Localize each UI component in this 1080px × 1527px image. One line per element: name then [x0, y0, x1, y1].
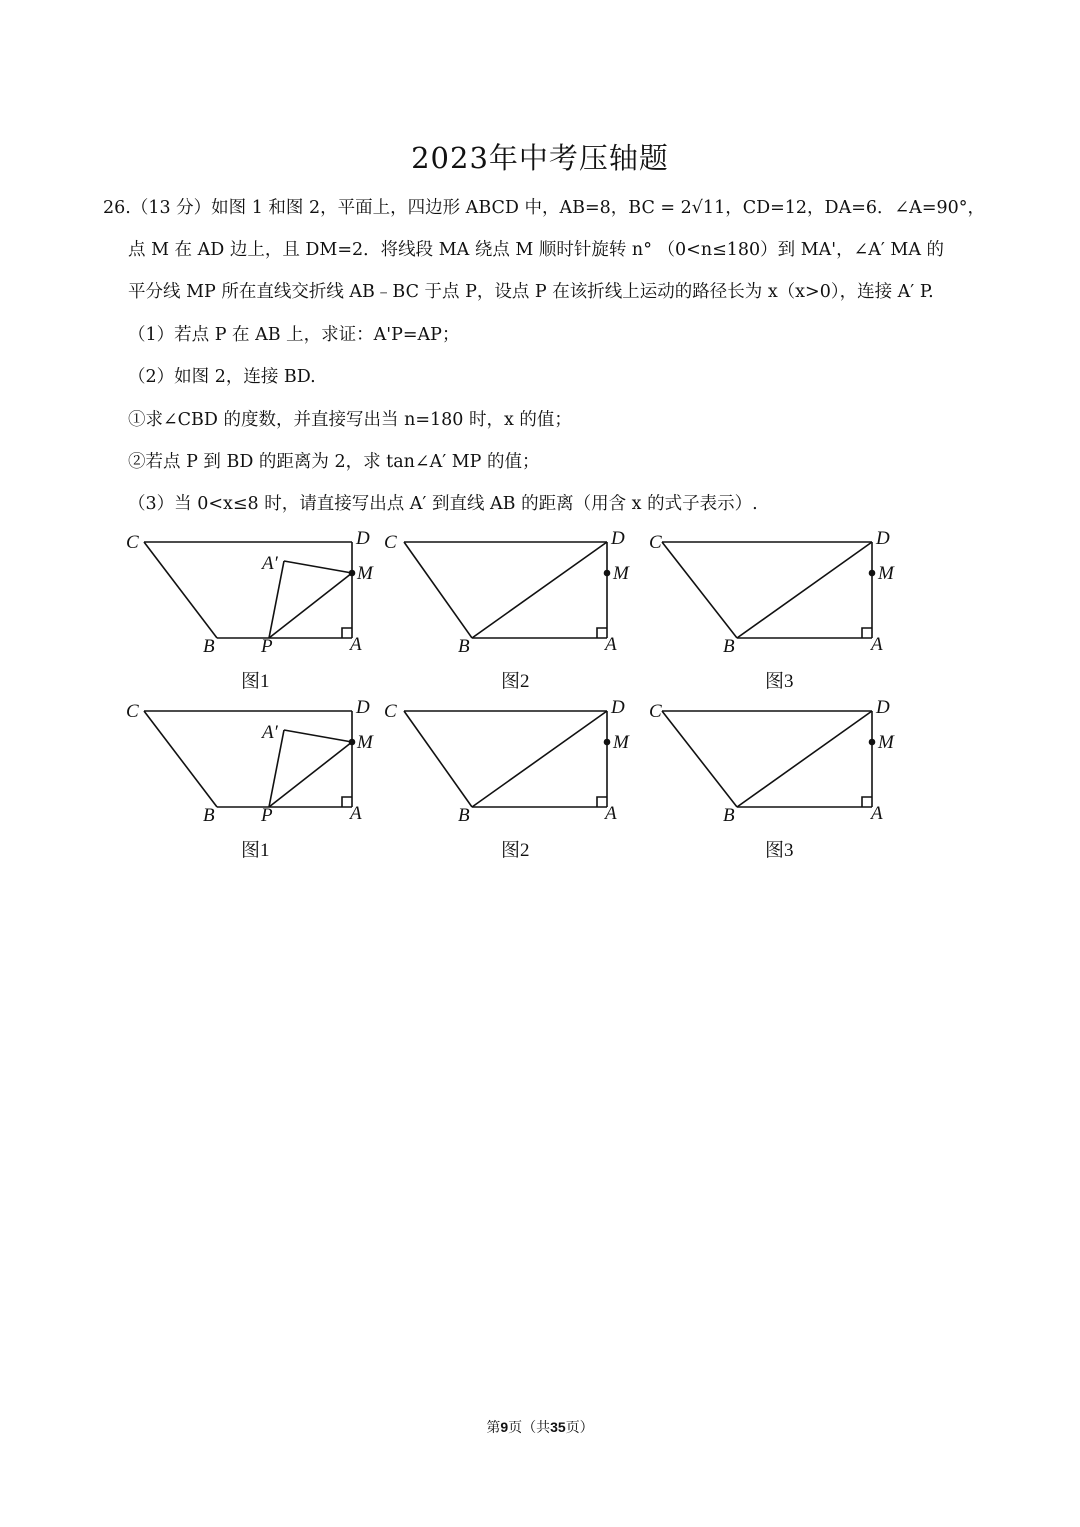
label-a: A	[350, 634, 362, 655]
figure-3	[662, 711, 875, 807]
page-title: 2023年中考压轴题	[411, 141, 669, 175]
figure-1	[144, 542, 355, 638]
label-b: B	[723, 805, 735, 824]
figures-svg-2	[120, 694, 920, 824]
question-1: （1）若点 P 在 AB 上，求证：A'P=AP；	[128, 325, 460, 345]
label-b: B	[203, 636, 215, 655]
caption-fig3: 图3	[765, 671, 794, 692]
label-d: D	[356, 697, 370, 718]
page-footer	[0, 1417, 1080, 1437]
question-2a: ①求∠CBD 的度数，并直接写出当 n=180 时，x 的值；	[128, 410, 572, 430]
figure-row-2	[120, 694, 920, 864]
label-m: M	[878, 732, 894, 753]
label-a-prime: A′	[262, 722, 278, 743]
question-2b: ②若点 P 到 BD 的距离为 2，求 tan∠A′ MP 的值；	[128, 452, 540, 472]
segment-pm	[269, 573, 352, 638]
label-b: B	[458, 636, 470, 655]
question-3: （3）当 0<x≤8 时，请直接写出点 A′ 到直线 AB 的距离（用含 x 的式子表示）.	[128, 494, 758, 514]
label-a-prime: A′	[262, 553, 278, 574]
footer-suffix: 页）	[565, 1420, 594, 1436]
caption-fig3: 图3	[765, 840, 794, 861]
footer-page-number: 9	[500, 1419, 509, 1435]
label-c: C	[126, 532, 139, 553]
figure-2	[404, 542, 610, 638]
label-b: B	[458, 805, 470, 824]
question-2: （2）如图 2，连接 BD.	[128, 367, 316, 387]
figures-svg-1	[120, 525, 920, 655]
point-m	[349, 570, 356, 577]
label-d: D	[611, 697, 625, 718]
label-c: C	[649, 532, 662, 553]
label-m: M	[357, 563, 373, 584]
footer-mid: 页（共	[508, 1420, 551, 1436]
label-d: D	[611, 528, 625, 549]
label-b: B	[203, 805, 215, 824]
label-d: D	[356, 528, 370, 549]
figure-3	[662, 542, 875, 638]
label-p: P	[261, 805, 273, 824]
label-m: M	[357, 732, 373, 753]
label-a: A	[871, 634, 883, 655]
label-a: A	[605, 634, 617, 655]
figure-row-1	[120, 525, 920, 695]
caption-fig2: 图2	[501, 671, 530, 692]
problem-line-2: 点 M 在 AD 边上，且 DM=2．将线段 MA 绕点 M 顺时针旋转 n° （0<n≤180）到 MA'，∠A′ MA 的	[128, 240, 945, 260]
label-b: B	[723, 636, 735, 655]
label-d: D	[876, 697, 890, 718]
diagonal-bd	[472, 542, 607, 638]
footer-prefix: 第	[486, 1420, 501, 1436]
label-m: M	[613, 732, 629, 753]
label-d: D	[876, 528, 890, 549]
problem-line-1: 26.（13 分）如图 1 和图 2，平面上，四边形 ABCD 中，AB=8，BC = 2√11，CD=12，DA=6．∠A=90°，	[103, 198, 985, 218]
footer-total-pages: 35	[550, 1419, 566, 1435]
figure-1	[144, 711, 355, 807]
problem-line-3: 平分线 MP 所在直线交折线 AB﹣BC 于点 P，设点 P 在该折线上运动的路径长为 x（x>0），连接 A′ P.	[128, 282, 934, 302]
caption-fig2: 图2	[501, 840, 530, 861]
label-m: M	[878, 563, 894, 584]
edge-cb	[144, 542, 217, 638]
label-m: M	[613, 563, 629, 584]
segment-am	[284, 561, 352, 573]
label-c: C	[649, 701, 662, 722]
label-a: A	[605, 803, 617, 824]
caption-fig1: 图1	[241, 840, 270, 861]
label-c: C	[384, 532, 397, 553]
label-p: P	[261, 636, 273, 655]
label-c: C	[126, 701, 139, 722]
label-c: C	[384, 701, 397, 722]
figure-2	[404, 711, 610, 807]
label-a: A	[871, 803, 883, 824]
label-a: A	[350, 803, 362, 824]
caption-fig1: 图1	[241, 671, 270, 692]
